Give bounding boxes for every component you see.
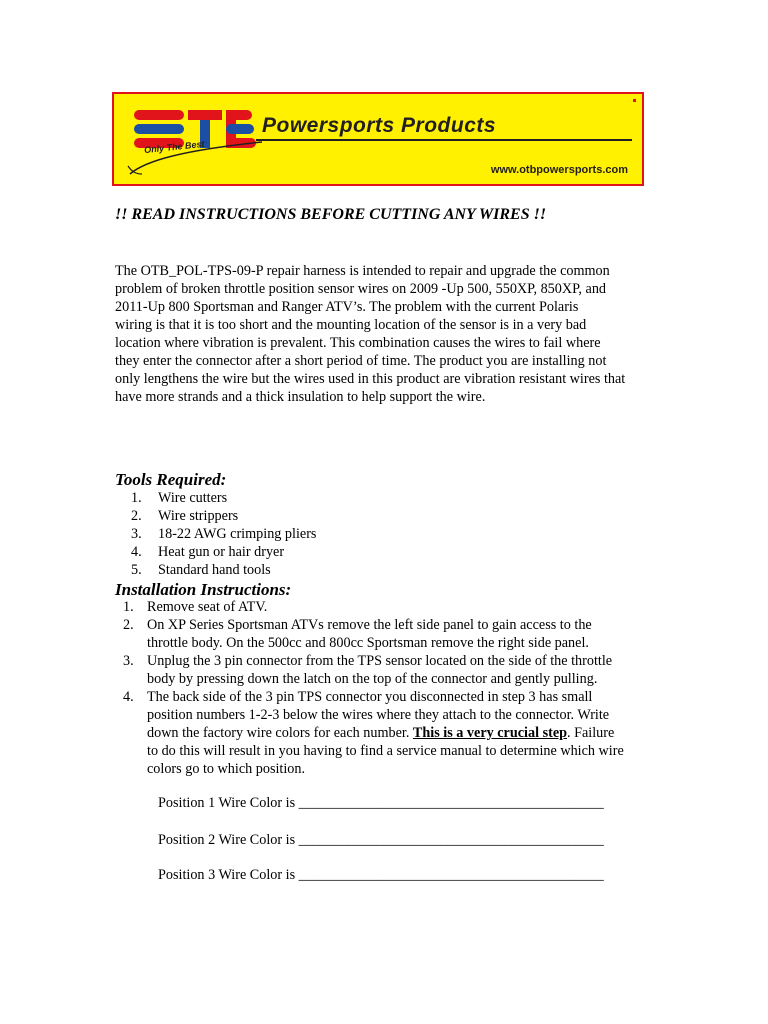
- item-text: Heat gun or hair dryer: [158, 544, 285, 560]
- item-number: 5.: [131, 562, 142, 578]
- install-heading: Installation Instructions:: [115, 580, 292, 599]
- website-link[interactable]: www.otbpowersports.com: [490, 164, 628, 176]
- intro-line: The OTB_POL-TPS-09-P repair harness is intended to repair and upgrade the common: [115, 263, 610, 279]
- position-2-field[interactable]: Position 2 Wire Color is ___________________________________________: [158, 832, 604, 848]
- position-3-field[interactable]: Position 3 Wire Color is ___________________________________________: [158, 867, 604, 883]
- step-line: colors go to which position.: [147, 761, 306, 777]
- step-item: [123, 688, 663, 778]
- item-number: 4.: [131, 544, 142, 560]
- tagline: Only The Best: [143, 138, 205, 156]
- step-number: 4.: [123, 689, 134, 705]
- step-item: [123, 652, 663, 688]
- item-text: Wire strippers: [158, 508, 239, 524]
- list-item: [131, 561, 316, 579]
- position-1-field[interactable]: Position 1 Wire Color is ___________________________________________: [158, 795, 604, 811]
- brand-underline: [256, 139, 632, 141]
- warning-heading: !! READ INSTRUCTIONS BEFORE CUTTING ANY WIRES !!: [115, 206, 547, 223]
- brand-name: Powersports Products: [262, 114, 497, 137]
- item-number: 3.: [131, 526, 142, 542]
- item-text: Wire cutters: [158, 490, 228, 506]
- step-text: . Failure: [567, 725, 615, 741]
- list-item: [131, 507, 316, 525]
- step-text: down the factory wire colors for each number.: [147, 725, 413, 741]
- step-number: 2.: [123, 617, 134, 633]
- item-text: Standard hand tools: [158, 562, 271, 578]
- list-item: [131, 489, 316, 507]
- step-line: body by pressing down the latch on the top of the connector and gently pulling.: [147, 671, 598, 687]
- list-item: [131, 525, 316, 543]
- step-number: 3.: [123, 653, 134, 669]
- step-item: [123, 598, 663, 616]
- intro-line: only lengthens the wire but the wires used in this product are vibration resistant wires that: [115, 371, 626, 387]
- list-item: [131, 543, 316, 561]
- intro-line: have more strands and a thick insulation to help support the wire.: [115, 389, 486, 405]
- intro-line: 2011-Up 800 Sportsman and Ranger ATV’s. The problem with the current Polaris: [115, 299, 579, 315]
- step-line: to do this will result in you having to find a service manual to determine which wire: [147, 743, 624, 759]
- step-line: The back side of the 3 pin TPS connector you disconnected in step 3 has small: [147, 689, 593, 705]
- step-line: On XP Series Sportsman ATVs remove the left side panel to gain access to the: [147, 617, 592, 633]
- tools-list: [131, 489, 316, 579]
- install-steps: [123, 598, 663, 778]
- tools-heading: Tools Required:: [115, 470, 227, 489]
- step-line: position numbers 1-2-3 below the wires where they attach to the connector. Write: [147, 707, 610, 723]
- step-line: Remove seat of ATV.: [147, 599, 268, 615]
- step-item: [123, 616, 663, 652]
- crucial-step-emphasis: This is a very crucial step: [412, 725, 568, 741]
- intro-line: location where vibration is prevalent. This combination causes the wires to fail where: [115, 335, 601, 351]
- step-number: 1.: [123, 599, 134, 615]
- intro-paragraph: [115, 262, 660, 406]
- item-number: 2.: [131, 508, 142, 524]
- corner-dot: [633, 99, 636, 102]
- brand-banner: [112, 92, 644, 186]
- step-line: [147, 724, 624, 742]
- step-line: Unplug the 3 pin connector from the TPS sensor located on the side of the throttle: [147, 653, 613, 669]
- item-number: 1.: [131, 490, 142, 506]
- item-text: 18-22 AWG crimping pliers: [158, 526, 317, 542]
- step-line: throttle body. On the 500cc and 800cc Sportsman remove the right side panel.: [147, 635, 589, 651]
- intro-line: wiring is that it is too short and the mounting location of the sensor is in a very bad: [115, 317, 587, 333]
- intro-line: problem of broken throttle position sensor wires on 2009 -Up 500, 550XP, 850XP, and: [115, 281, 607, 297]
- intro-line: they enter the connector after a short period of time. The product you are installing not: [115, 353, 607, 369]
